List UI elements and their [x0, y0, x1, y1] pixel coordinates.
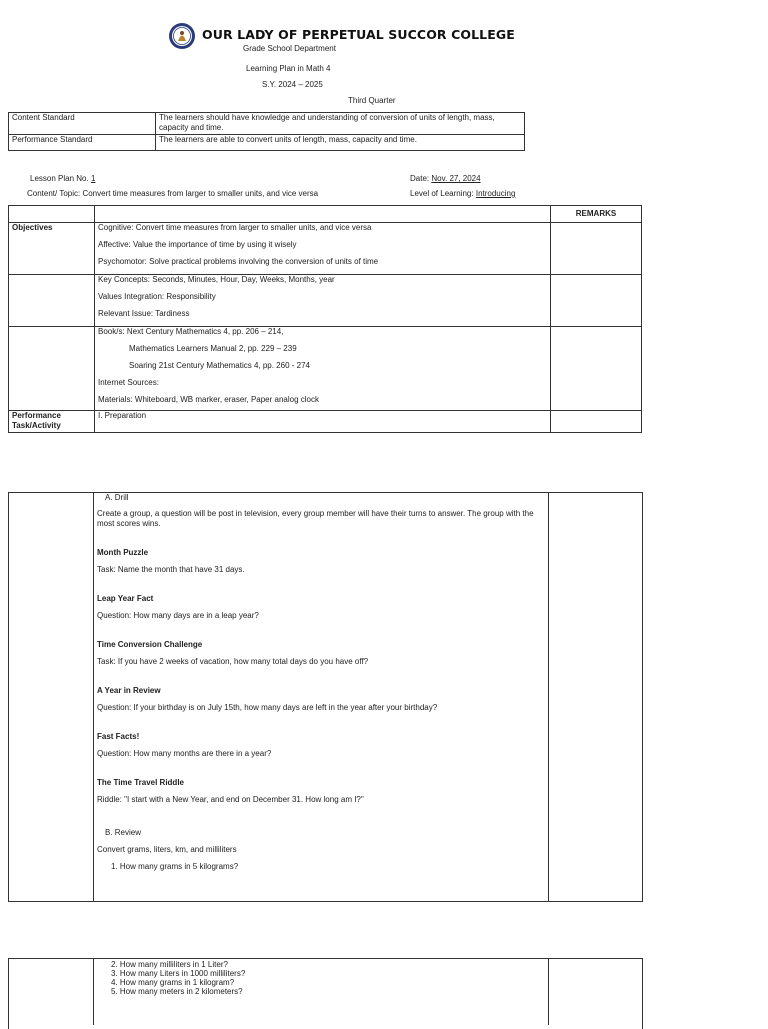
concepts-cell: [95, 275, 551, 327]
lesson-date: Date: Nov. 27, 2024: [410, 174, 481, 183]
objectives-cell: [95, 223, 551, 275]
school-year: S.Y. 2024 – 2025: [262, 80, 323, 89]
internet-sources: Internet Sources:: [98, 378, 159, 387]
relevant-issue: Relevant Issue: Tardiness: [98, 309, 190, 318]
level-of-learning: Level of Learning: Introducing: [410, 189, 516, 198]
item-text-time-travel: Riddle: "I start with a New Year, and end on December 31. How long am I?": [97, 795, 364, 804]
key-concepts: Key Concepts: Seconds, Minutes, Hour, Day, Weeks, Months, year: [98, 275, 335, 284]
review-heading: B. Review: [105, 828, 142, 837]
item-title-time-conversion: Time Conversion Challenge: [97, 640, 203, 649]
content-standard-label: Content Standard: [9, 113, 156, 135]
objectives-label: Objectives: [9, 223, 95, 275]
drill-section: [97, 493, 545, 872]
books-line-3: Soaring 21st Century Mathematics 4, pp. 260 - 274: [129, 361, 310, 370]
review-intro: Convert grams, liters, km, and milliliters: [97, 845, 237, 854]
lesson-topic: Content/ Topic: Convert time measures from larger to smaller units, and vice versa: [27, 189, 319, 198]
item-text-month-puzzle: Task: Name the month that have 31 days.: [97, 565, 245, 574]
preparation: I. Preparation: [95, 411, 551, 433]
objective-psychomotor: Psychomotor: Solve practical problems involving the conversion of units of time: [98, 257, 379, 266]
performance-standard-text: The learners are able to convert units of length, mass, capacity and time.: [156, 135, 525, 151]
books-line-1: Book/s: Next Century Mathematics 4, pp. 206 – 214,: [98, 327, 284, 336]
department: Grade School Department: [243, 44, 336, 53]
values-integration: Values Integration: Responsibility: [98, 292, 216, 301]
lesson-topic-value: Convert time measures from larger to smaller units, and vice versa: [82, 189, 319, 198]
college-seal-logo: [168, 22, 196, 50]
review-question-2: 2. How many milliliters in 1 Liter?: [111, 960, 228, 969]
review-questions-list: [111, 960, 531, 996]
item-text-year-review: Question: If your birthday is on July 15th, how many days are left in the year after your birthday?: [97, 703, 438, 712]
plan-title: Learning Plan in Math 4: [246, 64, 331, 73]
objective-cognitive: Cognitive: Convert time measures from larger to smaller units, and vice versa: [98, 223, 372, 232]
books-line-2: Mathematics Learners Manual 2, pp. 229 – 239: [129, 344, 297, 353]
drill-heading: A. Drill: [105, 493, 129, 502]
remarks-cell: [551, 223, 642, 275]
item-title-year-review: A Year in Review: [97, 686, 161, 695]
item-title-month-puzzle: Month Puzzle: [97, 548, 149, 557]
item-text-time-conversion: Task: If you have 2 weeks of vacation, how many total days do you have off?: [97, 657, 369, 666]
review-question-3: 3. How many Liters in 1000 milliliters?: [111, 969, 246, 978]
plan-table: [8, 205, 642, 433]
content-standard-text: The learners should have knowledge and understanding of conversion of units of length, mass, capacity and time.: [156, 113, 525, 135]
drill-intro: Create a group, a question will be post in television, every group member will have their turns to answer. The group with the most scores wins.: [97, 509, 534, 528]
performance-standard-label: Performance Standard: [9, 135, 156, 151]
review-question-5: 5. How many meters in 2 kilometers?: [111, 987, 243, 996]
remarks-header: REMARKS: [551, 206, 642, 223]
item-text-fast-facts: Question: How many months are there in a year?: [97, 749, 272, 758]
quarter: Third Quarter: [348, 96, 396, 105]
lesson-date-value: Nov. 27, 2024: [431, 174, 481, 183]
resources-cell: [95, 327, 551, 411]
standards-table: [8, 112, 525, 151]
objective-affective: Affective: Value the importance of time by using it wisely: [98, 240, 297, 249]
lesson-plan-number: 1: [90, 174, 96, 183]
college-name: OUR LADY OF PERPETUAL SUCCOR COLLEGE: [202, 27, 515, 42]
item-title-time-travel: The Time Travel Riddle: [97, 778, 184, 787]
lesson-plan-no: Lesson Plan No. 1: [30, 174, 96, 183]
item-text-leap-year: Question: How many days are in a leap year?: [97, 611, 259, 620]
review-question-1: 1. How many grams in 5 kilograms?: [111, 862, 239, 871]
review-question-4: 4. How many grams in 1 kilogram?: [111, 978, 235, 987]
materials: Materials: Whiteboard, WB marker, eraser, Paper analog clock: [98, 395, 319, 404]
item-title-fast-facts: Fast Facts!: [97, 732, 140, 741]
performance-task-label: Performance Task/Activity: [9, 411, 95, 433]
level-value: Introducing: [475, 189, 516, 198]
item-title-leap-year: Leap Year Fact: [97, 594, 154, 603]
